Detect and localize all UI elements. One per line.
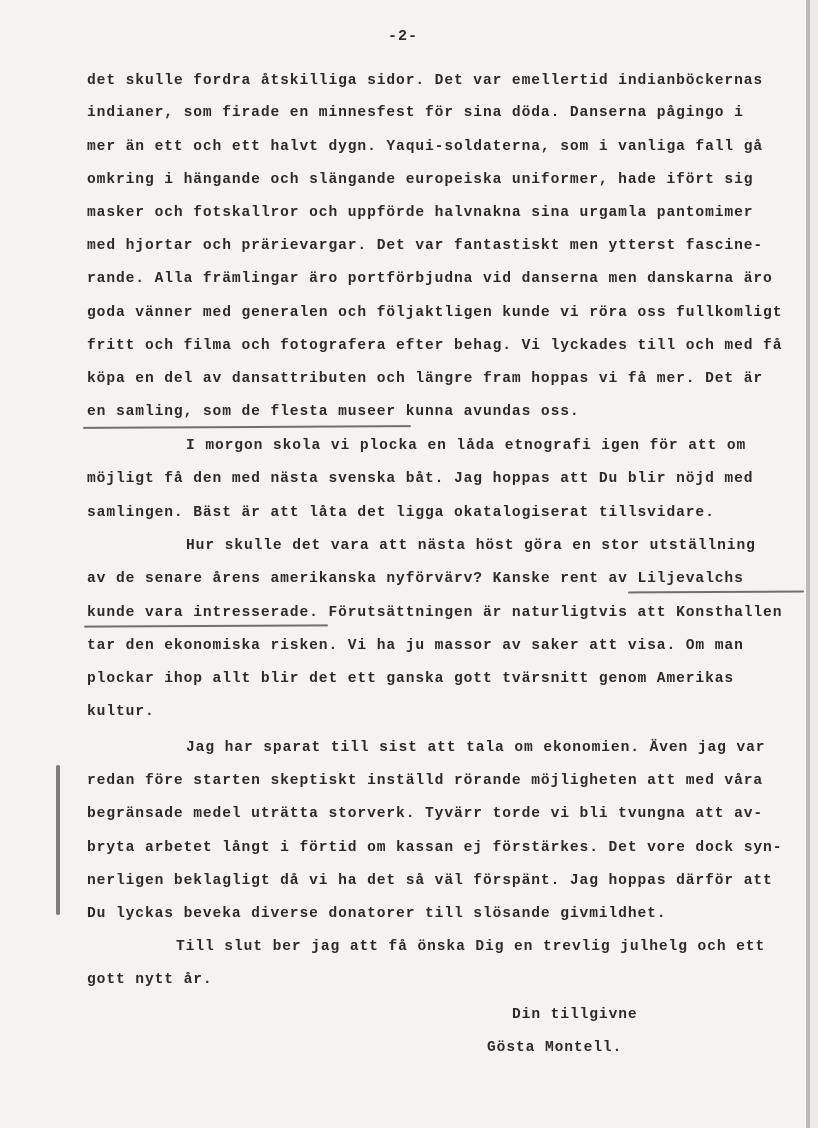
text-line-1: det skulle fordra åtskilliga sidor. Det var emellertid indianböckernas — [87, 73, 764, 89]
text-line-15: Hur skulle det vara att nästa höst göra en stor utställning — [186, 538, 756, 554]
text-line-6: med hjortar och prärievargar. Det var fantastiskt men ytterst fascine- — [87, 238, 764, 254]
text-line-5: masker och fotskallror och uppförde halvnakna sina urgamla pantomimer — [87, 205, 754, 221]
text-line-14: samlingen. Bäst är att låta det ligga okatalogiserat tillsvidare. — [87, 505, 715, 521]
text-line-28: gott nytt år. — [87, 972, 213, 988]
text-line-11: en samling, som de flesta museer kunna avundas oss. — [87, 404, 580, 420]
text-line-22: redan före starten skeptiskt inställd rörande möjligheten att med våra — [87, 773, 764, 789]
margin-line-mark — [56, 765, 60, 915]
text-line-25: nerligen beklagligt då vi ha det så väl förspänt. Jag hoppas därför att — [87, 873, 773, 889]
text-line-20: kultur. — [87, 704, 155, 720]
text-line-7: rande. Alla främlingar äro portförbjudna vid danserna men danskarna äro — [87, 271, 773, 287]
closing-line: Din tillgivne — [512, 1007, 638, 1023]
text-line-19: plockar ihop allt blir det ett ganska gott tvärsnitt genom Amerikas — [87, 671, 735, 687]
underline-mark — [628, 591, 804, 594]
text-line-24: bryta arbetet långt i förtid om kassan ej förstärkes. Det vore dock syn- — [87, 840, 783, 856]
text-line-4: omkring i hängande och slängande europeiska uniformer, hade ifört sig — [87, 172, 754, 188]
underline-mark — [83, 425, 411, 429]
text-line-17: kunde vara intresserade. Förutsättningen är naturligtvis att Konsthallen — [87, 605, 783, 621]
text-line-8: goda vänner med generalen och följaktligen kunde vi röra oss fullkomligt — [87, 305, 783, 321]
page-number: -2- — [387, 28, 418, 45]
text-line-26: Du lyckas beveka diverse donatorer till slösande givmildhet. — [87, 906, 667, 922]
text-line-18: tar den ekonomiska risken. Vi ha ju massor av saker att visa. Om man — [87, 638, 744, 654]
text-line-12: I morgon skola vi plocka en låda etnografi igen för att om — [186, 438, 747, 454]
text-line-9: fritt och filma och fotografera efter behag. Vi lyckades till och med få — [87, 338, 783, 354]
text-line-21: Jag har sparat till sist att tala om ekonomien. Även jag var — [186, 740, 766, 756]
underline-mark — [84, 624, 328, 627]
text-line-23: begränsade medel uträtta storverk. Tyvärr torde vi bli tvungna att av- — [87, 806, 764, 822]
text-line-13: möjligt få den med nästa svenska båt. Jag hoppas att Du blir nöjd med — [87, 471, 754, 487]
text-line-27: Till slut ber jag att få önska Dig en trevlig julhelg och ett — [176, 939, 766, 955]
text-line-16: av de senare årens amerikanska nyförvärv? Kanske rent av Liljevalchs — [87, 571, 744, 587]
text-line-3: mer än ett och ett halvt dygn. Yaqui-soldaterna, som i vanliga fall gå — [87, 139, 764, 155]
text-line-2: indianer, som firade en minnesfest för sina döda. Danserna pågingo i — [87, 105, 744, 121]
text-line-10: köpa en del av dansattributen och längre fram hoppas vi få mer. Det är — [87, 371, 764, 387]
signature-name: Gösta Montell. — [487, 1040, 623, 1056]
